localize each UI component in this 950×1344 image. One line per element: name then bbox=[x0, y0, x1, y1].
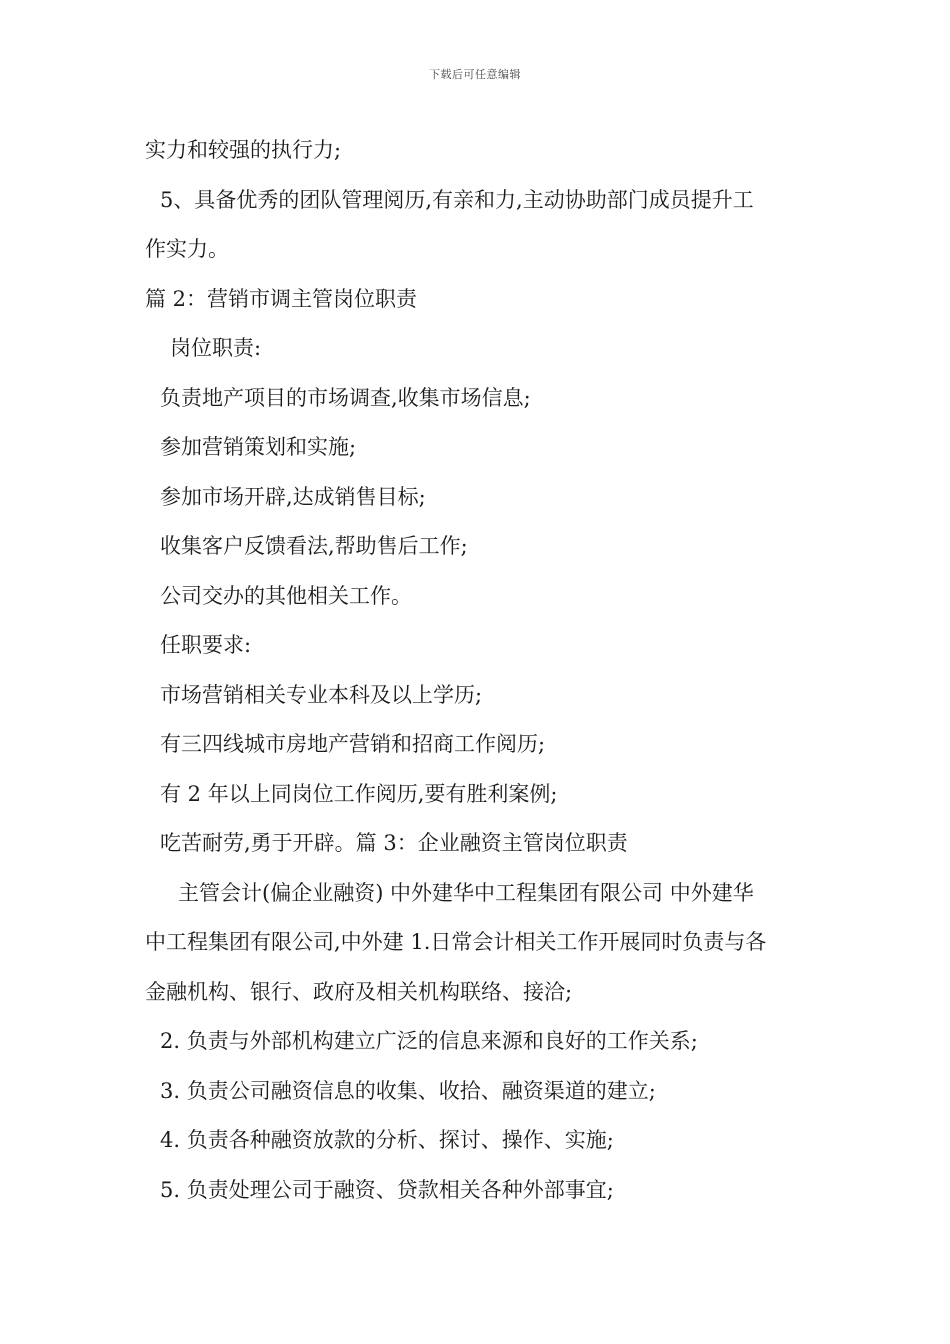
list-item: 参加营销策划和实施; bbox=[160, 435, 357, 459]
text-line: 5、具备优秀的团队管理阅历,有亲和力,主动协助部门成员提升工 bbox=[160, 187, 754, 212]
subheading: 任职要求: bbox=[160, 633, 252, 657]
list-item: 2. 负责与外部机构建立广泛的信息来源和良好的工作关系; bbox=[160, 1029, 698, 1053]
list-item: 4. 负责各种融资放款的分析、探讨、操作、实施; bbox=[160, 1128, 614, 1152]
list-item: 参加市场开辟,达成销售目标; bbox=[160, 484, 426, 509]
list-item: 收集客户反馈看法,帮助售后工作; bbox=[160, 534, 468, 558]
list-item: 公司交办的其他相关工作。 bbox=[160, 583, 412, 608]
list-item: 负责地产项目的市场调查,收集市场信息; bbox=[160, 385, 531, 410]
list-item: 吃苦耐劳,勇于开辟。篇 3：企业融资主管岗位职责 bbox=[160, 831, 628, 855]
text-line: 金融机构、银行、政府及相关机构联络、接洽; bbox=[145, 979, 573, 1004]
list-item: 有 2 年以上同岗位工作阅历,要有胜利案例; bbox=[160, 781, 558, 806]
text-line: 作实力。 bbox=[145, 237, 229, 261]
header-note: 下载后可任意编辑 bbox=[429, 68, 521, 81]
list-item: 有三四线城市房地产营销和招商工作阅历; bbox=[160, 732, 546, 756]
text-line: 中工程集团有限公司,中外建 1.日常会计相关工作开展同时负责与各 bbox=[145, 930, 767, 954]
list-item: 市场营销相关专业本科及以上学历; bbox=[160, 682, 483, 707]
text-line: 主管会计(偏企业融资) 中外建华中工程集团有限公司 中外建华 bbox=[178, 880, 754, 905]
text-line: 实力和较强的执行力; bbox=[145, 138, 342, 162]
list-item: 5. 负责处理公司于融资、贷款相关各种外部事宜; bbox=[160, 1177, 614, 1202]
section-heading: 篇 2：营销市调主管岗位职责 bbox=[145, 286, 418, 311]
document-body bbox=[145, 126, 815, 1215]
list-item: 3. 负责公司融资信息的收集、收拾、融资渠道的建立; bbox=[160, 1078, 656, 1103]
subheading: 岗位职责: bbox=[170, 336, 262, 360]
